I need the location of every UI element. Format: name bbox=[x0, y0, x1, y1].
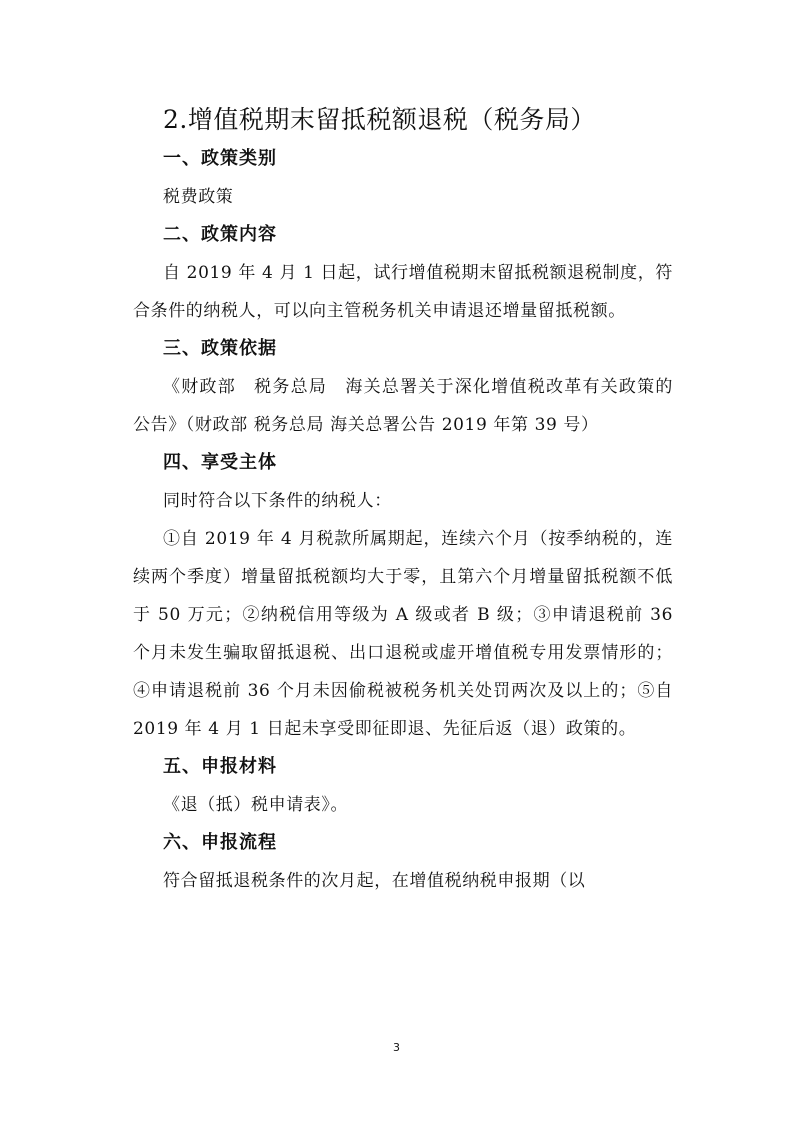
section-paragraph: 《财政部 税务总局 海关总署关于深化增值税改革有关政策的公告》（财政部 税务总局 海关总署公告 2019 年第 39 号） bbox=[133, 377, 673, 435]
section-heading-policy-content: 二、政策内容 bbox=[163, 224, 277, 245]
page-number: 3 bbox=[393, 1041, 400, 1054]
section-heading-application-materials: 五、申报材料 bbox=[163, 756, 277, 777]
document-title: 2.增值税期末留抵税额退税（税务局） bbox=[163, 105, 596, 134]
section-paragraph: 税费政策 bbox=[163, 187, 234, 207]
section-heading-eligible-entities: 四、享受主体 bbox=[163, 452, 277, 473]
section-paragraph: ①自 2019 年 4 月税款所属期起，连续六个月（按季纳税的，连续两个季度）增量留抵税额均大于零，且第六个月增量留抵税额不低于 50 万元；②纳税信用等级为 A 级或者 B 级；③申请退税前 36 个月未发生骗取留抵退税、出口退税或虚开增值税专用发票情形的；④申请退税前 36 个月未因偷税被税务机关处罚两次及以上的；⑤自 2019 年 4 月 1 日起未享受即征即退、先征后返（退）政策的。 bbox=[133, 529, 673, 739]
section-heading-policy-category: 一、政策类别 bbox=[163, 148, 277, 169]
section-paragraph: 同时符合以下条件的纳税人： bbox=[163, 491, 392, 511]
section-heading-policy-basis: 三、政策依据 bbox=[163, 338, 277, 359]
section-paragraph: 《退（抵）税申请表》。 bbox=[163, 795, 349, 815]
section-paragraph: 符合留抵退税条件的次月起，在增值税纳税申报期（以 bbox=[163, 871, 586, 891]
document-body bbox=[133, 140, 673, 900]
section-paragraph: 自 2019 年 4 月 1 日起，试行增值税期末留抵税额退税制度，符合条件的纳税人，可以向主管税务机关申请退还增量留抵税额。 bbox=[133, 263, 673, 321]
section-heading-application-process: 六、申报流程 bbox=[163, 832, 277, 853]
